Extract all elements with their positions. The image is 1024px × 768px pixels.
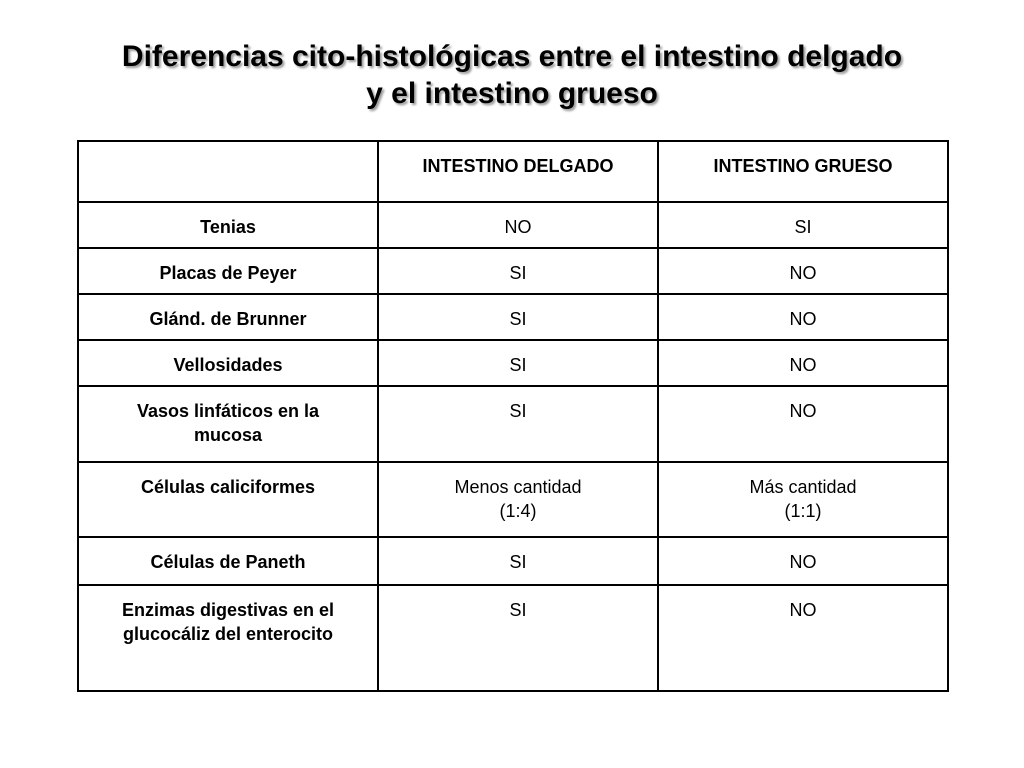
table-row — [78, 248, 948, 294]
table-row — [78, 585, 948, 691]
row-label — [78, 585, 378, 691]
delgado-value: SI — [378, 248, 658, 294]
row-label: Células caliciformes — [78, 462, 378, 537]
table-row — [78, 537, 948, 585]
title-line-2: y el intestino grueso — [366, 77, 658, 110]
grueso-value: SI — [658, 202, 948, 248]
row-label: Vellosidades — [78, 340, 378, 386]
grueso-value: NO — [658, 386, 948, 462]
row-label-line-2: glucocáliz del enterocito — [122, 624, 334, 644]
table-header-row — [78, 141, 948, 202]
delgado-value: SI — [378, 340, 658, 386]
delgado-value-line-1: Menos cantidad — [454, 477, 582, 497]
delgado-value-line-2: (1:4) — [499, 501, 537, 521]
row-label: Placas de Peyer — [78, 248, 378, 294]
table-row — [78, 294, 948, 340]
table-row — [78, 340, 948, 386]
grueso-value-line-1: Más cantidad — [749, 477, 857, 497]
grueso-value: NO — [658, 340, 948, 386]
row-label-line-2: mucosa — [193, 425, 263, 445]
grueso-value-line-2: (1:1) — [784, 501, 822, 521]
grueso-value — [658, 462, 948, 537]
header-intestino-grueso: INTESTINO GRUESO — [658, 141, 948, 202]
delgado-value: SI — [378, 585, 658, 691]
table-row — [78, 462, 948, 537]
delgado-value: SI — [378, 386, 658, 462]
row-label: Glánd. de Brunner — [78, 294, 378, 340]
page-title — [0, 38, 1024, 112]
table-row — [78, 202, 948, 248]
title-line-1: Diferencias cito-histológicas entre el intestino delgado — [121, 40, 903, 73]
header-intestino-delgado: INTESTINO DELGADO — [378, 141, 658, 202]
comparison-table — [77, 140, 949, 692]
grueso-value: NO — [658, 248, 948, 294]
row-label: Células de Paneth — [78, 537, 378, 585]
row-label-line-1: Vasos linfáticos en la — [136, 401, 320, 421]
delgado-value: SI — [378, 294, 658, 340]
delgado-value: SI — [378, 537, 658, 585]
row-label — [78, 386, 378, 462]
row-label: Tenias — [78, 202, 378, 248]
table-row — [78, 386, 948, 462]
header-empty-cell — [78, 141, 378, 202]
grueso-value: NO — [658, 585, 948, 691]
delgado-value — [378, 462, 658, 537]
grueso-value: NO — [658, 294, 948, 340]
delgado-value: NO — [378, 202, 658, 248]
row-label-line-1: Enzimas digestivas en el — [121, 600, 335, 620]
grueso-value: NO — [658, 537, 948, 585]
